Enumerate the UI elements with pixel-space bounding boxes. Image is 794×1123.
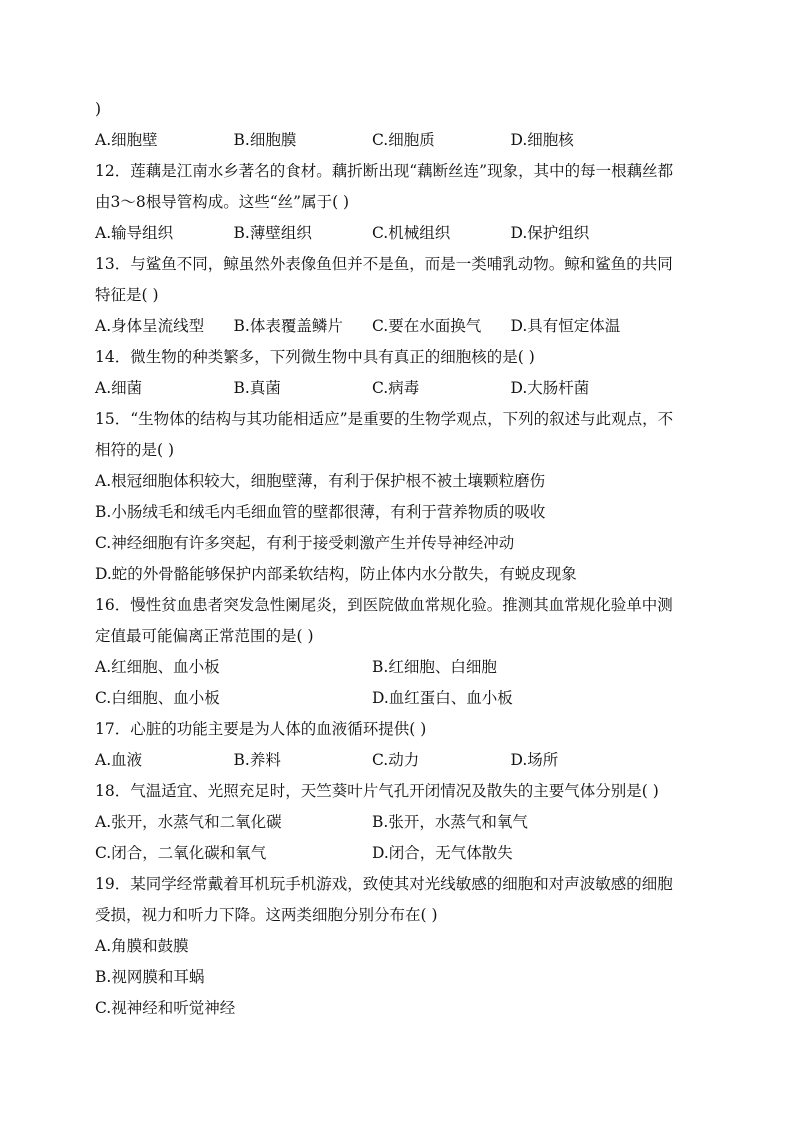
question-stem: 受损，视力和听力下降。这两类细胞分别分布在( ) <box>95 906 438 924</box>
option-d[interactable]: D.大肠杆菌 <box>510 379 590 397</box>
question-16-options-row-1 <box>95 652 705 683</box>
question-19 <box>95 869 705 1024</box>
option-d[interactable]: D.蛇的外骨骼能够保护内部柔软结构，防止体内水分散失，有蜕皮现象 <box>95 565 577 583</box>
question-12 <box>95 156 705 249</box>
question-stem: 由3～8根导管构成。这些“丝”属于( ) <box>95 193 350 211</box>
option-a[interactable]: A.根冠细胞体积较大，细胞壁薄，有利于保护根不被土壤颗粒磨伤 <box>95 472 546 490</box>
question-17 <box>95 714 705 776</box>
option-d[interactable]: D.血红蛋白、血小板 <box>372 689 513 707</box>
question-11-tail <box>95 125 705 156</box>
option-c[interactable]: C.白细胞、血小板 <box>95 689 220 707</box>
question-stem: 19．某同学经常戴着耳机玩手机游戏，致使其对光线敏感的细胞和对声波敏感的细胞 <box>95 875 673 893</box>
option-a[interactable]: A.红细胞、血小板 <box>95 658 220 676</box>
option-b[interactable]: B.张开，水蒸气和氧气 <box>372 813 528 831</box>
question-stem: 15．“生物体的结构与其功能相适应”是重要的生物学观点，下列的叙述与此观点，不 <box>95 410 674 428</box>
option-b[interactable]: B.细胞膜 <box>233 131 297 149</box>
option-c[interactable]: C.视神经和听觉神经 <box>95 999 236 1017</box>
question-12-options <box>95 218 705 249</box>
question-14-options <box>95 373 705 404</box>
option-d[interactable]: D.闭合，无气体散失 <box>372 844 513 862</box>
question-list <box>95 94 705 1024</box>
option-a[interactable]: A.身体呈流线型 <box>95 317 205 335</box>
option-a[interactable]: A.输导组织 <box>95 224 174 242</box>
option-a[interactable]: A.角膜和鼓膜 <box>95 937 189 955</box>
question-13-options <box>95 311 705 342</box>
option-d[interactable]: D.细胞核 <box>510 131 574 149</box>
option-d[interactable]: D.具有恒定体温 <box>510 317 621 335</box>
question-16-options-row-2 <box>95 683 705 714</box>
option-c[interactable]: C.要在水面换气 <box>372 317 482 335</box>
question-11-options <box>95 125 705 156</box>
option-b[interactable]: B.薄壁组织 <box>233 224 312 242</box>
option-c[interactable]: C.动力 <box>372 751 420 769</box>
question-18-options-row-1 <box>95 807 705 838</box>
option-a[interactable]: A.细胞壁 <box>95 131 158 149</box>
question-stem: 14．微生物的种类繁多，下列微生物中具有真正的细胞核的是( ) <box>95 348 535 366</box>
option-b[interactable]: B.小肠绒毛和绒毛内毛细血管的壁都很薄，有利于营养物质的吸收 <box>95 503 546 521</box>
option-b[interactable]: B.红细胞、白细胞 <box>372 658 497 676</box>
question-stem: 12．莲藕是江南水乡著名的食材。藕折断出现“藕断丝连”现象，其中的每一根藕丝都 <box>95 162 674 180</box>
option-a[interactable]: A.血液 <box>95 751 143 769</box>
option-a[interactable]: A.细菌 <box>95 379 143 397</box>
question-16 <box>95 590 705 714</box>
option-d[interactable]: D.保护组织 <box>510 224 590 242</box>
question-13 <box>95 249 705 342</box>
option-c[interactable]: C.神经细胞有许多突起，有利于接受刺激产生并传导神经冲动 <box>95 534 515 552</box>
option-c[interactable]: C.闭合，二氧化碳和氧气 <box>95 844 267 862</box>
question-stem: 13．与鲨鱼不同，鲸虽然外表像鱼但并不是鱼，而是一类哺乳动物。鲸和鲨鱼的共同 <box>95 255 673 273</box>
question-stem: 特征是( ) <box>95 286 159 304</box>
option-c[interactable]: C.机械组织 <box>372 224 451 242</box>
question-17-options <box>95 745 705 776</box>
option-d[interactable]: D.场所 <box>510 751 559 769</box>
option-b[interactable]: B.视网膜和耳蜗 <box>95 968 205 986</box>
option-c[interactable]: C.细胞质 <box>372 131 435 149</box>
question-stem: 16．慢性贫血患者突发急性阑尾炎，到医院做血常规化验。推测其血常规化验单中测 <box>95 596 673 614</box>
option-b[interactable]: B.体表覆盖鳞片 <box>233 317 343 335</box>
option-b[interactable]: B.真菌 <box>233 379 281 397</box>
option-a[interactable]: A.张开，水蒸气和二氧化碳 <box>95 813 282 831</box>
continued-bracket: ) <box>95 100 102 118</box>
option-c[interactable]: C.病毒 <box>372 379 420 397</box>
question-15 <box>95 404 705 590</box>
question-18-options-row-2 <box>95 838 705 869</box>
question-14 <box>95 342 705 404</box>
question-stem: 定值最可能偏离正常范围的是( ) <box>95 627 314 645</box>
question-stem: 18．气温适宜、光照充足时，天竺葵叶片气孔开闭情况及散失的主要气体分别是( ) <box>95 782 659 800</box>
option-b[interactable]: B.养料 <box>233 751 281 769</box>
question-stem: 17．心脏的功能主要是为人体的血液循环提供( ) <box>95 720 427 738</box>
question-stem: 相符的是( ) <box>95 441 175 459</box>
question-18 <box>95 776 705 869</box>
